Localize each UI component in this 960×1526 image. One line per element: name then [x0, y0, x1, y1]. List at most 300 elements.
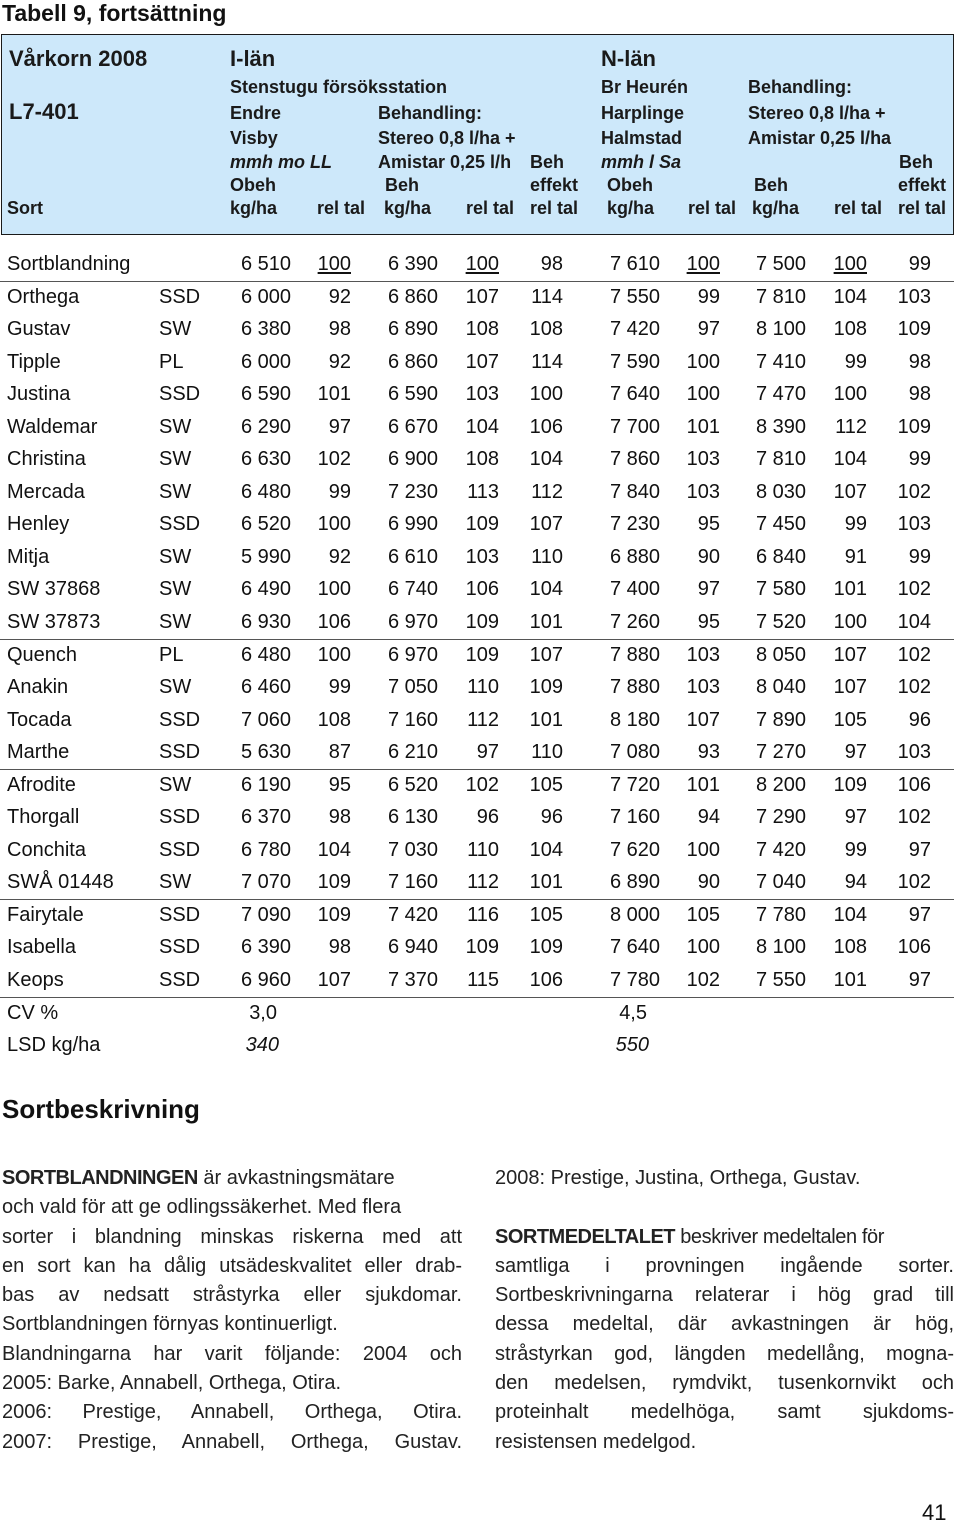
cell-i-obeh: 6 370 [240, 806, 291, 829]
cell-i-eff: 104 [529, 578, 563, 601]
cell-n-beh: 7 550 [755, 969, 806, 992]
cell-n-beh: 8 050 [755, 643, 806, 666]
cell-n-eff: 106 [897, 773, 931, 796]
cell-n-beh-rel: 107 [833, 676, 867, 699]
cell-n-obeh: 7 620 [609, 838, 660, 861]
cell-i-obeh: 7 060 [240, 708, 291, 731]
table-row [0, 281, 956, 314]
cell-n-beh: 7 040 [755, 871, 806, 894]
cell-n-beh-rel: 100 [833, 253, 867, 275]
cell-i-eff: 98 [540, 253, 563, 275]
cell-i-obeh: 6 960 [240, 969, 291, 992]
cell-n-obeh-rel: 95 [697, 513, 720, 536]
cell-sort: Henley [7, 513, 70, 536]
stat-cv-n: 4,5 [619, 1001, 647, 1024]
cell-i-beh: 6 210 [387, 741, 438, 764]
cell-i-beh-rel: 97 [476, 741, 499, 764]
cell-n-obeh: 8 180 [609, 708, 660, 731]
n-lan-beh-effekt1: Beh [899, 152, 934, 172]
cell-i-eff: 107 [529, 513, 563, 536]
cell-n-beh-rel: 107 [833, 643, 867, 666]
cell-i-obeh: 6 780 [240, 838, 291, 861]
i-lan-reltal3: rel tal [530, 198, 579, 218]
cell-n-obeh: 7 400 [609, 578, 660, 601]
table-row [0, 476, 956, 509]
cell-type: SW [159, 480, 192, 503]
cell-i-eff: 109 [529, 936, 563, 959]
cell-n-beh-rel: 97 [844, 806, 867, 829]
cell-i-obeh-rel: 102 [317, 448, 351, 471]
cell-n-beh: 6 840 [755, 545, 806, 568]
cell-type: SSD [159, 383, 201, 406]
cell-sort: Isabella [7, 936, 76, 959]
cell-n-obeh: 7 420 [609, 318, 660, 341]
cell-sort: Gustav [7, 318, 71, 341]
cell-n-beh: 7 890 [755, 708, 806, 731]
n-lan-station: Br Heurén [601, 77, 689, 97]
table-row [0, 606, 956, 639]
table-row [0, 378, 956, 411]
table-row [0, 443, 956, 476]
cell-n-beh-rel: 99 [844, 350, 867, 373]
cell-n-obeh: 7 260 [609, 611, 660, 634]
stat-lsd-i: 340 [245, 1034, 279, 1057]
section-title: Sortbeskrivning [2, 1094, 200, 1124]
cell-i-eff: 106 [529, 969, 563, 992]
cell-i-beh: 7 420 [387, 903, 438, 926]
cell-i-beh: 6 610 [387, 545, 438, 568]
cell-i-obeh-rel: 95 [328, 773, 351, 796]
cell-i-beh-rel: 112 [467, 708, 499, 731]
cell-n-obeh-rel: 95 [697, 611, 720, 634]
cell-i-beh-rel: 104 [465, 415, 499, 438]
cell-n-obeh-rel: 103 [686, 448, 720, 471]
cell-i-obeh-rel: 107 [317, 969, 351, 992]
cell-n-eff: 99 [908, 253, 931, 275]
cell-n-obeh: 7 230 [609, 513, 660, 536]
cell-i-beh: 6 130 [387, 806, 438, 829]
stats-row [0, 997, 956, 1030]
cell-i-eff: 101 [529, 611, 563, 634]
n-lan-beh-line1: Stereo 0,8 l/ha + [748, 103, 886, 123]
cell-n-beh: 7 470 [755, 383, 806, 406]
cell-i-beh: 7 370 [387, 969, 438, 992]
cell-n-beh-rel: 99 [844, 513, 867, 536]
cell-n-obeh-rel: 101 [686, 415, 720, 438]
cell-i-eff: 105 [529, 773, 563, 796]
cell-i-beh: 6 860 [387, 350, 438, 373]
cell-i-obeh: 6 000 [240, 350, 291, 373]
cell-n-eff: 106 [897, 936, 931, 959]
cell-n-beh-rel: 100 [833, 611, 867, 634]
cell-n-beh: 7 810 [755, 448, 806, 471]
header-code: L7-401 [9, 99, 79, 124]
n-lan-place1: Harplinge [601, 103, 685, 123]
table-row [0, 834, 956, 867]
page-number: 41 [922, 1500, 947, 1525]
text-line: den medelsen, rymdvikt, tusenkornvikt och [495, 1372, 954, 1395]
cell-i-eff: 101 [529, 708, 563, 731]
cell-i-beh-rel: 116 [467, 903, 499, 926]
cell-n-beh: 8 040 [755, 676, 806, 699]
table-row [0, 931, 956, 964]
cell-i-obeh: 5 630 [240, 741, 291, 764]
cell-i-obeh-rel: 97 [328, 415, 351, 438]
table-row [0, 313, 956, 346]
cell-i-beh: 6 900 [387, 448, 438, 471]
cell-i-obeh: 6 930 [240, 611, 291, 634]
i-lan-beh-line1: Stereo 0,8 l/ha + [378, 128, 516, 148]
cell-n-eff: 102 [897, 871, 931, 894]
cell-n-obeh: 7 860 [609, 448, 660, 471]
cell-i-beh: 6 520 [387, 773, 438, 796]
text-fragment: är avkastningsmätare [197, 1167, 395, 1189]
cell-n-beh: 7 810 [755, 285, 806, 308]
i-lan-beh: Beh [385, 175, 420, 195]
blank-line [495, 1193, 954, 1222]
cell-sort: Mercada [7, 480, 85, 503]
i-lan-soil: mmh mo LL [230, 152, 332, 172]
cell-n-obeh: 8 000 [609, 903, 660, 926]
cell-i-eff: 110 [531, 741, 563, 764]
cell-i-obeh: 6 190 [240, 773, 291, 796]
cell-i-obeh-rel: 98 [328, 936, 351, 959]
cell-i-beh-rel: 109 [465, 513, 499, 536]
cell-i-obeh: 6 390 [240, 936, 291, 959]
text-line: Sortbeskrivningarna relaterar i hög grad till [495, 1284, 954, 1307]
cell-n-beh-rel: 112 [835, 415, 867, 438]
n-lan-beh: Beh [754, 175, 789, 195]
cell-type: SW [159, 676, 192, 699]
cell-n-obeh-rel: 100 [686, 383, 720, 406]
text-line [495, 1223, 954, 1252]
cell-n-obeh-rel: 100 [686, 350, 720, 373]
cell-n-obeh-rel: 97 [697, 318, 720, 341]
cell-i-beh: 6 970 [387, 643, 438, 666]
cell-sort: SWÅ 01448 [7, 871, 114, 894]
cell-sort: Waldemar [7, 415, 98, 438]
i-lan-kgha2: kg/ha [384, 198, 432, 218]
header-title: Vårkorn 2008 [9, 46, 148, 71]
table-row [0, 573, 956, 606]
text-line: 2006: Prestige, Annabell, Orthega, Otira. [2, 1401, 462, 1424]
cell-n-obeh-rel: 103 [686, 480, 720, 503]
cell-i-beh: 7 230 [387, 480, 438, 503]
cell-i-obeh-rel: 100 [317, 643, 351, 666]
cell-n-obeh: 7 550 [609, 285, 660, 308]
cell-i-beh-rel: 109 [465, 936, 499, 959]
cell-sort: Tipple [7, 350, 61, 373]
n-lan-reltal3: rel tal [898, 198, 947, 218]
cell-n-beh: 8 100 [755, 318, 806, 341]
cell-n-obeh-rel: 105 [686, 903, 720, 926]
cell-n-eff: 98 [908, 383, 931, 406]
cell-type: PL [159, 350, 184, 373]
text-line: 2008: Prestige, Justina, Orthega, Gustav. [495, 1167, 861, 1189]
cell-i-obeh: 6 510 [240, 253, 291, 275]
cell-n-obeh: 7 640 [609, 936, 660, 959]
cell-n-beh-rel: 104 [833, 903, 867, 926]
cell-n-beh-rel: 108 [833, 318, 867, 341]
cell-type: SSD [159, 903, 201, 926]
n-lan-reltal1: rel tal [688, 198, 737, 218]
cell-i-obeh-rel: 100 [317, 513, 351, 536]
table-row [0, 736, 956, 769]
cell-n-obeh-rel: 100 [686, 253, 720, 275]
table-row [0, 801, 956, 834]
cell-n-obeh-rel: 99 [697, 285, 720, 308]
cell-n-eff: 102 [897, 578, 931, 601]
text-line: Blandningarna har varit följande: 2004 och [2, 1342, 462, 1365]
cell-n-obeh: 7 590 [609, 350, 660, 373]
cell-n-eff: 109 [897, 415, 931, 438]
cell-sort: Marthe [7, 741, 70, 764]
cell-i-eff: 114 [531, 350, 563, 373]
cell-i-obeh-rel: 100 [317, 578, 351, 601]
cell-n-beh-rel: 104 [833, 448, 867, 471]
cell-sort: Sortblandning [7, 253, 131, 275]
cell-i-obeh-rel: 92 [328, 285, 351, 308]
cell-n-eff: 98 [908, 350, 931, 373]
cell-n-eff: 103 [897, 285, 931, 308]
cell-n-eff: 99 [908, 545, 931, 568]
cell-n-eff: 102 [897, 643, 931, 666]
table-row [0, 346, 956, 379]
text-line [2, 1164, 462, 1193]
i-lan-kgha1: kg/ha [230, 198, 278, 218]
cell-n-beh: 7 450 [755, 513, 806, 536]
right-text-column [495, 1164, 954, 1457]
cell-n-beh-rel: 104 [833, 285, 867, 308]
cell-n-beh: 8 390 [755, 415, 806, 438]
cell-n-obeh: 7 700 [609, 415, 660, 438]
i-lan-place2: Visby [230, 128, 278, 148]
cell-n-obeh: 7 080 [609, 741, 660, 764]
cell-i-obeh-rel: 106 [317, 611, 351, 634]
cell-i-beh: 6 740 [387, 578, 438, 601]
cell-i-obeh-rel: 92 [328, 545, 351, 568]
cell-n-beh: 7 270 [755, 741, 806, 764]
cell-i-beh: 7 030 [387, 838, 438, 861]
cell-n-beh-rel: 108 [833, 936, 867, 959]
cell-type: SSD [159, 741, 201, 764]
i-lan-place1: Endre [230, 103, 282, 123]
cell-n-eff: 102 [897, 676, 931, 699]
cell-sort: SW 37873 [7, 611, 101, 634]
cell-n-eff: 97 [908, 903, 931, 926]
cell-n-obeh-rel: 90 [697, 871, 720, 894]
cell-n-obeh: 7 640 [609, 383, 660, 406]
i-lan-beh-label: Behandling: [378, 103, 482, 123]
cell-i-beh-rel: 107 [465, 350, 499, 373]
cell-type: SW [159, 415, 192, 438]
table-body [0, 248, 956, 1062]
cell-type: SW [159, 773, 192, 796]
cell-n-eff: 97 [908, 969, 931, 992]
i-lan-reltal1: rel tal [317, 198, 366, 218]
cell-i-beh: 6 890 [387, 318, 438, 341]
cell-type: SW [159, 448, 192, 471]
text-line: 2005: Barke, Annabell, Orthega, Otira. [2, 1372, 342, 1395]
table-row [0, 899, 956, 932]
cell-n-obeh-rel: 94 [697, 806, 720, 829]
cell-i-obeh-rel: 99 [328, 676, 351, 699]
cell-i-beh: 7 050 [387, 676, 438, 699]
cell-i-obeh: 5 990 [240, 545, 291, 568]
cell-n-beh: 8 030 [755, 480, 806, 503]
n-lan-kgha2: kg/ha [752, 198, 800, 218]
cell-type: SSD [159, 806, 201, 829]
n-lan-obeh: Obeh [607, 175, 654, 195]
cell-n-obeh: 7 880 [609, 643, 660, 666]
cell-i-beh-rel: 108 [465, 448, 499, 471]
cell-i-obeh: 6 630 [240, 448, 291, 471]
cell-i-beh-rel: 102 [465, 773, 499, 796]
cell-n-obeh-rel: 97 [697, 578, 720, 601]
cell-i-beh-rel: 96 [476, 806, 499, 829]
cell-n-obeh: 7 160 [609, 806, 660, 829]
cell-n-eff: 104 [897, 611, 931, 634]
i-lan-reltal2: rel tal [466, 198, 515, 218]
cell-n-beh-rel: 109 [833, 773, 867, 796]
cell-sort: Justina [7, 383, 71, 406]
cell-i-obeh: 7 070 [240, 871, 291, 894]
stat-cv-i: 3,0 [249, 1001, 277, 1024]
cell-i-eff: 100 [529, 383, 563, 406]
cell-i-eff: 96 [540, 806, 563, 829]
cell-n-obeh: 7 880 [609, 676, 660, 699]
cell-type: SW [159, 611, 192, 634]
cell-i-eff: 104 [529, 448, 563, 471]
cell-type: PL [159, 643, 184, 666]
cell-i-beh: 6 670 [387, 415, 438, 438]
cell-i-obeh: 7 090 [240, 903, 291, 926]
cell-n-beh-rel: 105 [833, 708, 867, 731]
text-line: och vald för att ge odlingssäkerhet. Med flera [2, 1196, 402, 1219]
cell-n-beh-rel: 94 [844, 871, 867, 894]
cell-type: SW [159, 871, 192, 894]
cell-sort: SW 37868 [7, 578, 101, 601]
cell-n-obeh: 7 610 [609, 253, 660, 275]
cell-sort: Afrodite [7, 773, 76, 796]
text-line: 2007: Prestige, Annabell, Orthega, Gustav. [2, 1430, 462, 1453]
cell-n-eff: 109 [897, 318, 931, 341]
table-row [0, 411, 956, 444]
cell-n-eff: 97 [908, 838, 931, 861]
cell-n-beh: 7 780 [755, 903, 806, 926]
cell-n-beh: 7 410 [755, 350, 806, 373]
cell-i-beh: 6 970 [387, 611, 438, 634]
cell-n-obeh-rel: 101 [686, 773, 720, 796]
i-lan-beh-line2: Amistar 0,25 l/h [378, 152, 512, 172]
cell-i-beh-rel: 110 [467, 838, 499, 861]
cell-n-eff: 102 [897, 480, 931, 503]
n-lan-beh-line2: Amistar 0,25 l/ha [748, 128, 892, 148]
cell-type: SSD [159, 936, 201, 959]
cell-i-eff: 101 [529, 871, 563, 894]
cell-i-obeh-rel: 109 [317, 871, 351, 894]
i-lan-beh-effekt1: Beh [530, 152, 565, 172]
cell-i-obeh-rel: 92 [328, 350, 351, 373]
table-row [0, 769, 956, 802]
cell-i-obeh-rel: 108 [317, 708, 351, 731]
cell-i-obeh: 6 290 [240, 415, 291, 438]
cell-sort: Tocada [7, 708, 72, 731]
cell-i-eff: 104 [529, 838, 563, 861]
cell-type: SW [159, 318, 192, 341]
cell-n-eff: 102 [897, 806, 931, 829]
cell-type: SSD [159, 838, 201, 861]
sortblandningen-lead: SORTBLANDNINGEN [2, 1167, 198, 1189]
cell-i-eff: 105 [529, 903, 563, 926]
cell-sort: Mitja [7, 545, 50, 568]
cell-i-beh-rel: 103 [465, 545, 499, 568]
cell-i-beh-rel: 113 [467, 480, 499, 503]
cell-i-beh-rel: 109 [465, 643, 499, 666]
text-line: samtliga i provningen ingående sorter. [495, 1254, 954, 1277]
cell-i-beh: 6 940 [387, 936, 438, 959]
cell-i-beh-rel: 110 [467, 676, 499, 699]
cell-i-eff: 112 [531, 480, 563, 503]
cell-i-beh-rel: 109 [465, 611, 499, 634]
cell-i-beh: 6 990 [387, 513, 438, 536]
cell-i-obeh: 6 490 [240, 578, 291, 601]
cell-i-obeh-rel: 98 [328, 806, 351, 829]
table-row [0, 639, 956, 672]
stat-lsd-n: 550 [615, 1034, 649, 1057]
cell-n-beh: 7 580 [755, 578, 806, 601]
cell-n-beh: 8 200 [755, 773, 806, 796]
n-lan-kgha1: kg/ha [607, 198, 655, 218]
cell-n-obeh-rel: 90 [697, 545, 720, 568]
table-header [1, 34, 954, 235]
cell-i-eff: 106 [529, 415, 563, 438]
cell-n-beh: 7 520 [755, 611, 806, 634]
text-line: sorter i blandning minskas riskerna med att [2, 1225, 462, 1248]
cell-i-obeh: 6 000 [240, 285, 291, 308]
cell-i-eff: 110 [531, 545, 563, 568]
left-text-column [2, 1164, 462, 1457]
cell-n-obeh-rel: 103 [686, 676, 720, 699]
cell-i-eff: 108 [529, 318, 563, 341]
cell-i-obeh-rel: 98 [328, 318, 351, 341]
header-sort-label: Sort [7, 198, 43, 218]
cell-i-beh-rel: 115 [467, 969, 499, 992]
cell-n-eff: 103 [897, 741, 931, 764]
table-row [0, 541, 956, 574]
cell-i-obeh-rel: 100 [317, 253, 351, 275]
cell-sort: Quench [7, 643, 78, 666]
cell-sort: Thorgall [7, 806, 80, 829]
stat-lsd-label: LSD kg/ha [7, 1034, 101, 1057]
cell-i-obeh-rel: 109 [317, 903, 351, 926]
cell-n-beh-rel: 101 [833, 969, 867, 992]
cell-n-beh-rel: 107 [833, 480, 867, 503]
cell-type: SSD [159, 969, 201, 992]
cell-i-beh-rel: 112 [467, 871, 499, 894]
stats-row [0, 1029, 956, 1062]
cell-n-obeh-rel: 107 [686, 708, 720, 731]
cell-n-eff: 96 [908, 708, 931, 731]
cell-i-beh-rel: 108 [465, 318, 499, 341]
cell-i-obeh: 6 520 [240, 513, 291, 536]
i-lan-region: I-län [230, 46, 276, 71]
n-lan-beh-label: Behandling: [748, 77, 852, 97]
text-line: dessa medeltal, där avkastningen är hög, [495, 1313, 954, 1336]
text-line: resistensen medelgod. [495, 1430, 697, 1453]
cell-n-obeh-rel: 103 [686, 643, 720, 666]
cell-n-beh-rel: 99 [844, 838, 867, 861]
